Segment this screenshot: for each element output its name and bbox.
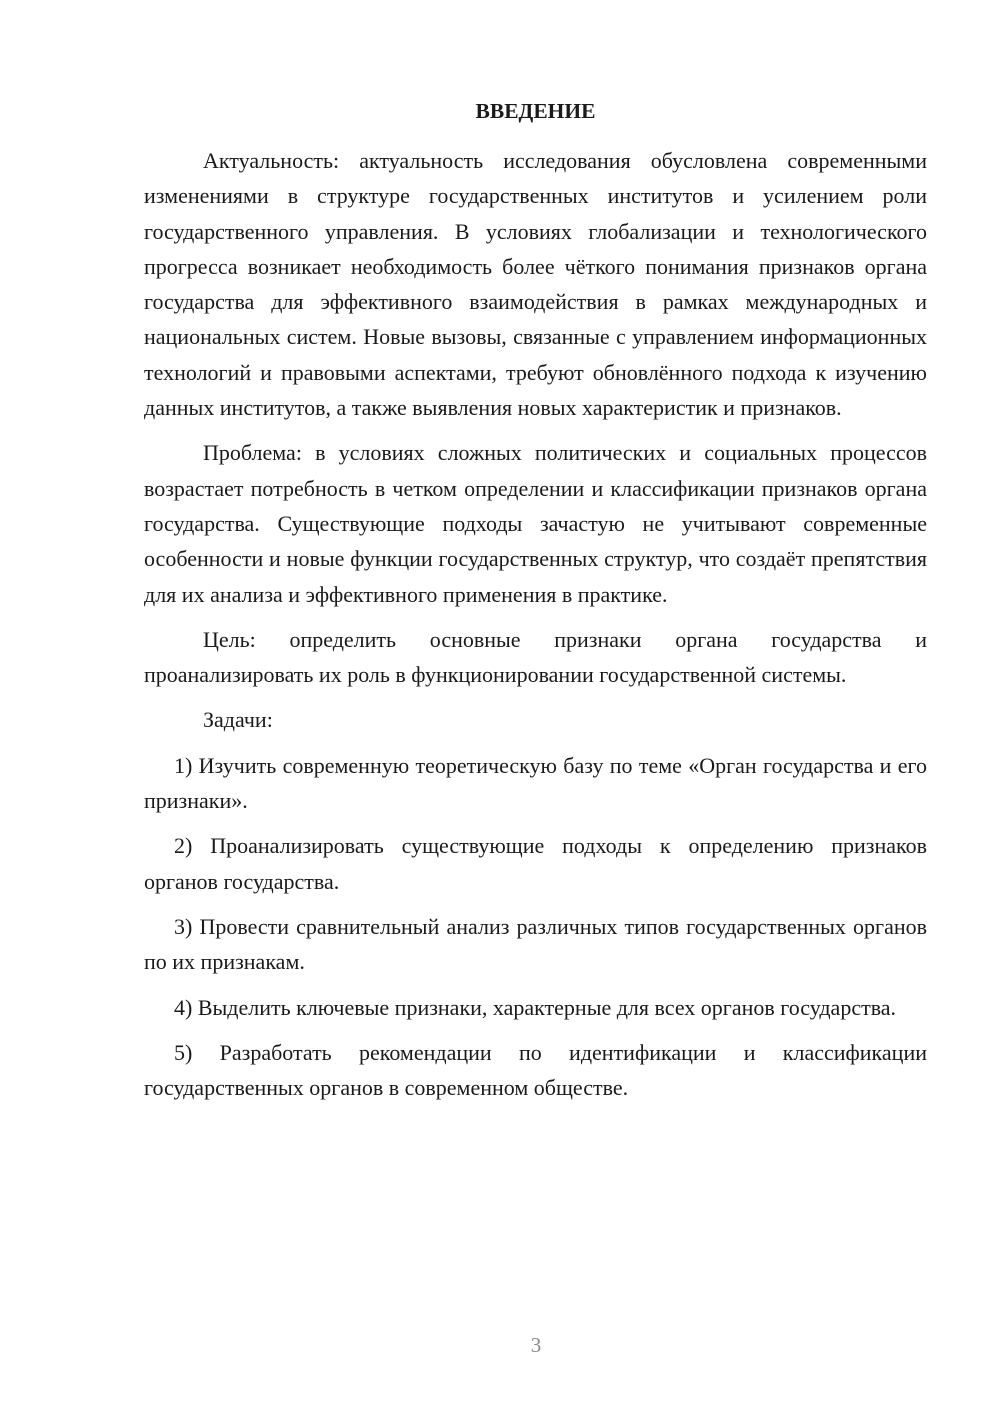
tasks-heading: Задачи: bbox=[203, 707, 273, 733]
task-item-3: 3) Провести сравнительный анализ различных типов государственных органов по их признакам. bbox=[144, 913, 927, 975]
task-item-2: 2) Проанализировать существующие подходы к определению признаков органов государства. bbox=[144, 833, 927, 894]
document-page bbox=[144, 96, 927, 1105]
paragraph-problem: Проблема: в условиях сложных политических и социальных процессов возрастает потребность в четком определении и классификации признаков органа государства. Существующие подходы зачастую не учитывают современные особенности и новые функции государственных структур, что создаёт препятствия для их анализа и эффективного применения в практике. bbox=[144, 440, 927, 607]
task-item-1: 1) Изучить современную теоретическую базу по теме «Орган государства и его признаки». bbox=[144, 752, 927, 814]
task-item-5: 5) Разработать рекомендации по идентификации и классификации государственных органов в современном обществе. bbox=[144, 1039, 927, 1101]
paragraph-goal: Цель: определить основные признаки органа государства и проанализировать их роль в функционировании государственной системы. bbox=[144, 626, 927, 688]
section-title: ВВЕДЕНИЕ bbox=[475, 99, 596, 123]
page-number: 3 bbox=[530, 1333, 542, 1357]
task-item-4: 4) Выделить ключевые признаки, характерные для всех органов государства. bbox=[174, 994, 897, 1020]
paragraph-relevance: Актуальность: актуальность исследования обусловлена современными изменениями в структуре государственных институтов и усилением роли государственного управления. В условиях глобализации и технологического прогресса возникает необходимость более чёткого понимания признаков органа государства для эффективного взаимодействия в рамках международных и национальных систем. Новые вызовы, связанные с управлением информационных технологий и правовыми аспектами, требуют обновлённого подхода к изучению данных институтов, а также выявления новых характеристик и признаков. bbox=[144, 148, 927, 421]
